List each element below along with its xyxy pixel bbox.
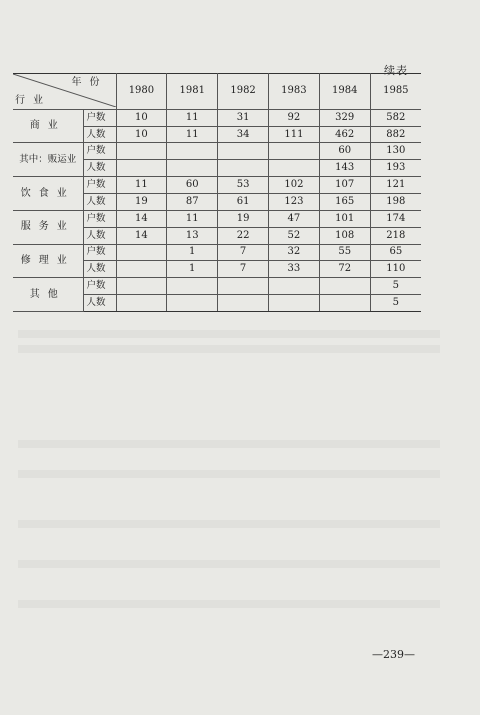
row-type-label: 人数 xyxy=(83,261,116,278)
value-cell xyxy=(167,278,218,295)
value-cell: 130 xyxy=(370,143,421,160)
table-row xyxy=(13,143,421,160)
value-cell: 92 xyxy=(268,109,319,126)
value-cell: 174 xyxy=(370,210,421,227)
value-cell: 31 xyxy=(218,109,269,126)
value-cell: 198 xyxy=(370,194,421,211)
industry-name: 商业 xyxy=(13,109,83,143)
value-cell: 121 xyxy=(370,177,421,194)
value-cell: 10 xyxy=(116,109,167,126)
industry-name: 其中：贩运业 xyxy=(13,143,83,177)
row-type-label: 人数 xyxy=(83,194,116,211)
value-cell: 19 xyxy=(218,210,269,227)
value-cell: 218 xyxy=(370,227,421,244)
table-corner-cell xyxy=(13,74,116,110)
continued-label: 续表 xyxy=(384,64,408,77)
value-cell xyxy=(116,160,167,177)
value-cell: 11 xyxy=(167,126,218,143)
value-cell: 34 xyxy=(218,126,269,143)
value-cell xyxy=(268,278,319,295)
value-cell: 462 xyxy=(319,126,370,143)
value-cell: 19 xyxy=(116,194,167,211)
value-cell xyxy=(268,295,319,312)
value-cell xyxy=(218,143,269,160)
bleed-through-text xyxy=(18,470,440,478)
value-cell xyxy=(218,160,269,177)
year-header: 1982 xyxy=(218,74,269,110)
value-cell: 87 xyxy=(167,194,218,211)
value-cell: 882 xyxy=(370,126,421,143)
row-type-label: 人数 xyxy=(83,160,116,177)
year-header: 1983 xyxy=(268,74,319,110)
value-cell xyxy=(167,160,218,177)
year-header: 1984 xyxy=(319,74,370,110)
value-cell: 143 xyxy=(319,160,370,177)
row-type-label: 户数 xyxy=(83,177,116,194)
industry-name: 其他 xyxy=(13,278,83,312)
value-cell xyxy=(116,278,167,295)
value-cell: 11 xyxy=(116,177,167,194)
bleed-through-text xyxy=(18,345,440,353)
value-cell xyxy=(218,295,269,312)
value-cell: 72 xyxy=(319,261,370,278)
row-type-label: 户数 xyxy=(83,109,116,126)
table-row xyxy=(13,210,421,227)
value-cell xyxy=(268,143,319,160)
value-cell xyxy=(319,278,370,295)
row-type-label: 户数 xyxy=(83,210,116,227)
table-header-row xyxy=(13,74,421,110)
row-type-label: 人数 xyxy=(83,126,116,143)
value-cell: 60 xyxy=(167,177,218,194)
value-cell: 11 xyxy=(167,210,218,227)
value-cell: 5 xyxy=(370,295,421,312)
value-cell xyxy=(116,143,167,160)
value-cell: 329 xyxy=(319,109,370,126)
statistics-table xyxy=(13,73,421,312)
year-header: 1980 xyxy=(116,74,167,110)
value-cell xyxy=(116,244,167,261)
year-header: 1985 xyxy=(370,74,421,110)
value-cell: 47 xyxy=(268,210,319,227)
value-cell: 11 xyxy=(167,109,218,126)
value-cell xyxy=(268,160,319,177)
value-cell: 10 xyxy=(116,126,167,143)
value-cell: 33 xyxy=(268,261,319,278)
industry-name: 饮食业 xyxy=(13,177,83,211)
value-cell: 22 xyxy=(218,227,269,244)
value-cell xyxy=(218,278,269,295)
value-cell: 65 xyxy=(370,244,421,261)
table-row xyxy=(13,278,421,295)
corner-year-label: 年份 xyxy=(71,77,108,88)
value-cell: 14 xyxy=(116,227,167,244)
value-cell: 165 xyxy=(319,194,370,211)
bleed-through-text xyxy=(18,330,440,338)
table-row xyxy=(13,177,421,194)
value-cell: 14 xyxy=(116,210,167,227)
bleed-through-text xyxy=(18,520,440,528)
row-type-label: 户数 xyxy=(83,143,116,160)
value-cell: 7 xyxy=(218,261,269,278)
page-number: —239— xyxy=(372,648,415,661)
value-cell: 52 xyxy=(268,227,319,244)
value-cell xyxy=(167,295,218,312)
bleed-through-text xyxy=(18,600,440,608)
value-cell: 111 xyxy=(268,126,319,143)
value-cell xyxy=(116,295,167,312)
value-cell: 123 xyxy=(268,194,319,211)
row-type-label: 户数 xyxy=(83,278,116,295)
value-cell: 107 xyxy=(319,177,370,194)
table-row xyxy=(13,109,421,126)
value-cell: 110 xyxy=(370,261,421,278)
value-cell: 582 xyxy=(370,109,421,126)
value-cell xyxy=(116,261,167,278)
row-type-label: 人数 xyxy=(83,227,116,244)
value-cell: 60 xyxy=(319,143,370,160)
value-cell: 61 xyxy=(218,194,269,211)
corner-industry-label: 行业 xyxy=(15,94,51,106)
year-header: 1981 xyxy=(167,74,218,110)
value-cell: 1 xyxy=(167,244,218,261)
value-cell: 13 xyxy=(167,227,218,244)
row-type-label: 户数 xyxy=(83,244,116,261)
value-cell: 1 xyxy=(167,261,218,278)
industry-name: 服务业 xyxy=(13,210,83,244)
row-type-label: 人数 xyxy=(83,295,116,312)
value-cell: 53 xyxy=(218,177,269,194)
value-cell: 7 xyxy=(218,244,269,261)
value-cell: 108 xyxy=(319,227,370,244)
value-cell xyxy=(319,295,370,312)
value-cell: 193 xyxy=(370,160,421,177)
value-cell: 5 xyxy=(370,278,421,295)
value-cell: 102 xyxy=(268,177,319,194)
bleed-through-text xyxy=(18,440,440,448)
table-row xyxy=(13,244,421,261)
table-body xyxy=(13,109,421,311)
value-cell xyxy=(167,143,218,160)
value-cell: 101 xyxy=(319,210,370,227)
industry-name: 修理业 xyxy=(13,244,83,278)
bleed-through-text xyxy=(18,560,440,568)
value-cell: 55 xyxy=(319,244,370,261)
value-cell: 32 xyxy=(268,244,319,261)
